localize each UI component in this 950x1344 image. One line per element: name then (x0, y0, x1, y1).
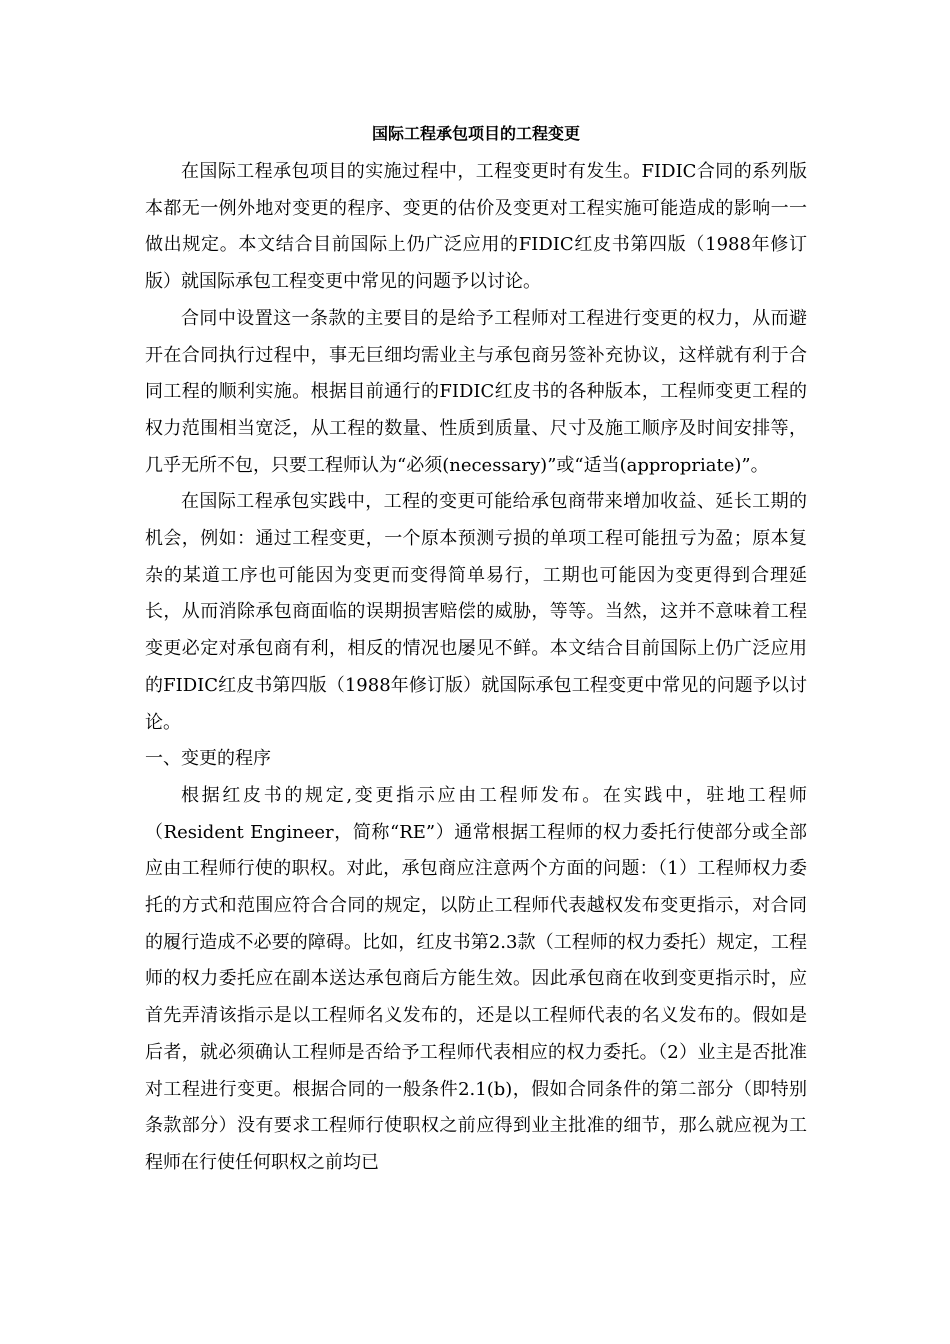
paragraph-intro: 在国际工程承包项目的实施过程中，工程变更时有发生。FIDIC合同的系列版本都无一例外地对变更的程序、变更的估价及变更对工程实施可能造成的影响一一做出规定。本文结合目前国际上仍广泛应用的FIDIC红皮书第四版（1988年修订版）就国际承包工程变更中常见的问题予以讨论。 (145, 161, 807, 293)
document-title: 国际工程承包项目的工程变更 (371, 124, 580, 143)
paragraph-procedure: 根据红皮书的规定,变更指示应由工程师发布。在实践中，驻地工程师（Resident Engineer，简称“RE”）通常根据工程师的权力委托行使部分或全部应由工程师行使的职权。对此，承包商应注意两个方面的问题：（1）工程师权力委托的方式和范围应符合合同的规定，以防止工程师代表越权发布变更指示，对合同的履行造成不必要的障碍。比如，红皮书第2.3款（工程师的权力委托）规定，工程师的权力委托应在副本送达承包商后方能生效。因此承包商在收到变更指示时，应首先弄清该指示是以工程师名义发布的，还是以工程师代表的名义发布的。假如是后者，就必须确认工程师是否给予工程师代表相应的权力委托。（2）业主是否批准对工程进行变更。根据合同的一般条件2.1(b)，假如合同条件的第二部分（即特别条款部分）没有要求工程师行使职权之前应得到业主批准的细节，那么就应视为工程师在行使任何职权之前均已 (145, 784, 807, 1173)
paragraph-practice: 在国际工程承包实践中，工程的变更可能给承包商带来增加收益、延长工期的机会，例如：通过工程变更，一个原本预测亏损的单项工程可能扭亏为盈；原本复杂的某道工序也可能因为变更而变得简单易行，工期也可能因为变更得到合理延长，从而消除承包商面临的误期损害赔偿的威胁，等等。当然，这并不意味着工程变更必定对承包商有利，相反的情况也屡见不鲜。本文结合目前国际上仍广泛应用的FIDIC红皮书第四版（1988年修订版）就国际承包工程变更中常见的问题予以讨论。 (145, 491, 807, 733)
paragraph-purpose: 合同中设置这一条款的主要目的是给予工程师对工程进行变更的权力，从而避开在合同执行过程中，事无巨细均需业主与承包商另签补充协议，这样就有利于合同工程的顺利实施。根据目前通行的FIDIC红皮书的各种版本，工程师变更工程的权力范围相当宽泛，从工程的数量、性质到质量、尺寸及施工顺序及时间安排等，几乎无所不包，只要工程师认为“必须(necessary)”或“适当(appropriate)”。 (145, 307, 807, 476)
section-heading-procedure: 一、变更的程序 (145, 748, 271, 770)
document-page (145, 114, 807, 1182)
